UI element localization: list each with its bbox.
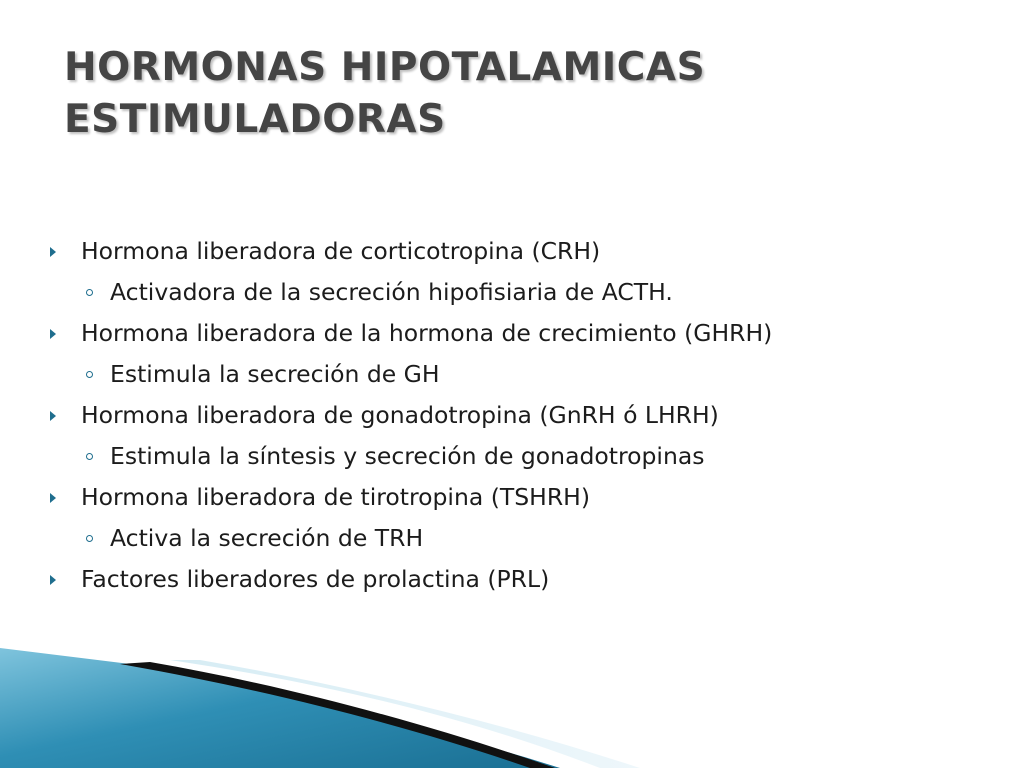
circle-bullet-icon bbox=[86, 453, 93, 460]
circle-bullet-icon bbox=[86, 371, 93, 378]
sub-bullet-text: Estimula la síntesis y secreción de gonadotropinas bbox=[110, 442, 705, 470]
bullet-item bbox=[50, 318, 930, 349]
bullet-item bbox=[50, 400, 930, 431]
triangle-bullet-icon bbox=[50, 329, 56, 339]
bullet-text: Hormona liberadora de la hormona de crecimiento (GHRH) bbox=[81, 319, 773, 347]
sub-bullet-item bbox=[50, 441, 930, 472]
slide-title: HORMONAS HIPOTALAMICAS ESTIMULADORAS bbox=[64, 45, 706, 142]
bullet-text: Hormona liberadora de tirotropina (TSHRH) bbox=[81, 483, 590, 511]
bullet-item bbox=[50, 564, 930, 595]
decorative-wave-footer bbox=[0, 600, 1024, 768]
sub-bullet-item bbox=[50, 523, 930, 554]
circle-bullet-icon bbox=[86, 535, 93, 542]
sub-bullet-item bbox=[50, 277, 930, 308]
sub-bullet-item bbox=[50, 359, 930, 390]
bullet-text: Hormona liberadora de gonadotropina (GnRH ó LHRH) bbox=[81, 401, 719, 429]
sub-bullet-text: Activa la secreción de TRH bbox=[110, 524, 424, 552]
bullet-item bbox=[50, 482, 930, 513]
bullet-text: Hormona liberadora de corticotropina (CRH) bbox=[81, 237, 601, 265]
triangle-bullet-icon bbox=[50, 575, 56, 585]
bullet-list bbox=[50, 236, 930, 605]
bullet-text: Factores liberadores de prolactina (PRL) bbox=[81, 565, 550, 593]
bullet-item bbox=[50, 236, 930, 267]
triangle-bullet-icon bbox=[50, 411, 56, 421]
sub-bullet-text: Activadora de la secreción hipofisiaria de ACTH. bbox=[110, 278, 673, 306]
circle-bullet-icon bbox=[86, 289, 93, 296]
triangle-bullet-icon bbox=[50, 247, 56, 257]
sub-bullet-text: Estimula la secreción de GH bbox=[110, 360, 440, 388]
triangle-bullet-icon bbox=[50, 493, 56, 503]
